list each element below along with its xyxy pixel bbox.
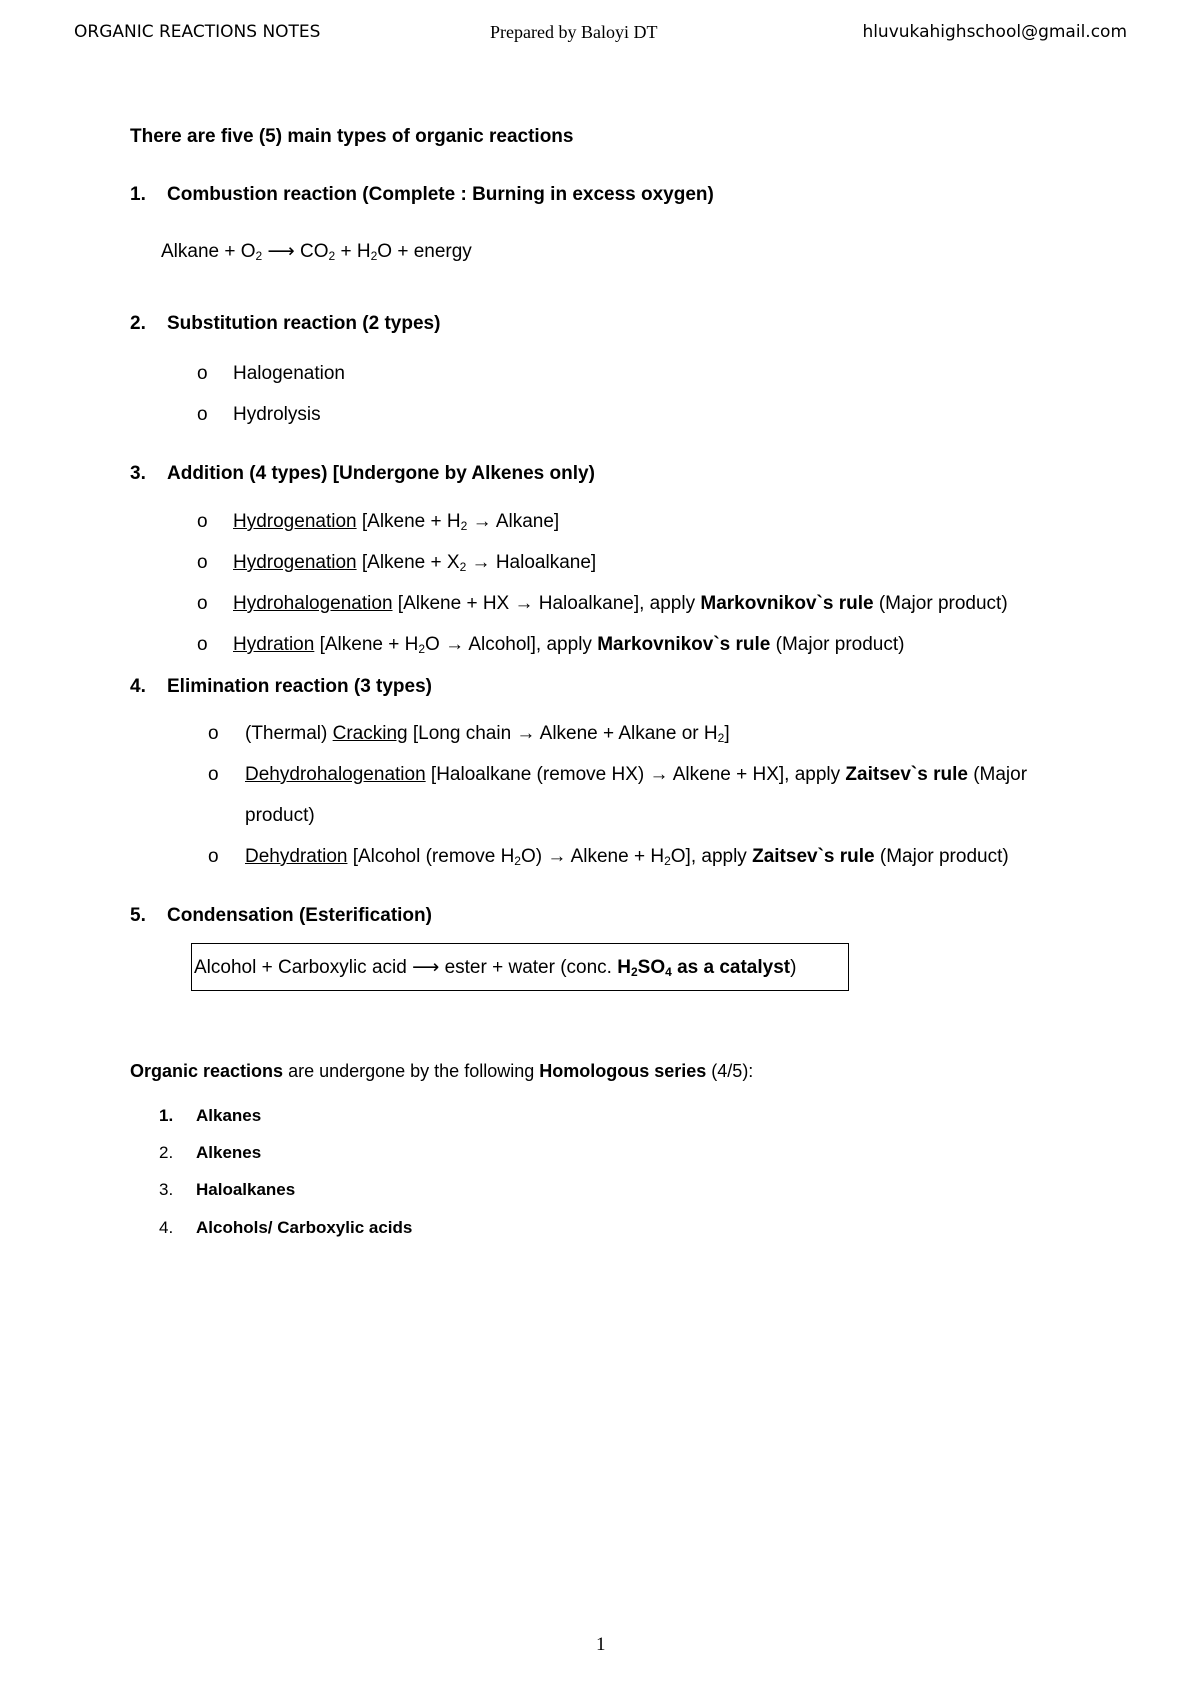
homologous-item: Alcohols/ Carboxylic acids bbox=[196, 1218, 413, 1237]
section-1-number: 1. bbox=[130, 184, 146, 205]
homologous-number: 2. bbox=[159, 1143, 174, 1162]
bullet-circle-icon: o bbox=[208, 723, 219, 744]
bullet-circle-icon: o bbox=[197, 404, 208, 425]
list-item: Hydrolysis bbox=[233, 404, 321, 425]
section-3-number: 3. bbox=[130, 463, 146, 484]
list-item: (Thermal) Cracking [Long chain → Alkene + Alkane or $H_2$] bbox=[245, 723, 730, 745]
homologous-item: Haloalkanes bbox=[196, 1180, 296, 1199]
bullet-circle-icon: o bbox=[208, 846, 219, 867]
homologous-intro: Organic reactions are undergone by the following Homologous series (4/5): bbox=[130, 1061, 754, 1081]
bullet-circle-icon: o bbox=[208, 764, 219, 785]
header-author: Prepared by Baloyi DT bbox=[490, 22, 658, 42]
homologous-number: 3. bbox=[159, 1180, 174, 1199]
list-item: Dehydration [Alcohol (remove $H_2O$) → Alkene + $H_2O$], apply Zaitsev`s rule (Major product) bbox=[245, 846, 1009, 868]
bullet-circle-icon: o bbox=[197, 593, 208, 614]
homologous-item: Alkenes bbox=[196, 1143, 262, 1162]
intro-heading: There are five (5) main types of organic reactions bbox=[130, 126, 574, 147]
bullet-circle-icon: o bbox=[197, 552, 208, 573]
list-item: Hydration [Alkene + $H_2O$ → Alcohol], apply Markovnikov`s rule (Major product) bbox=[233, 634, 905, 656]
combustion-equation: Alkane + $O_2$ ⟶ $CO_2 + H_2O$ + energy bbox=[161, 241, 472, 263]
list-item: Dehydrohalogenation [Haloalkane (remove HX) → Alkene + HX], apply Zaitsev`s rule (Major bbox=[245, 764, 1028, 785]
homologous-number: 1. bbox=[159, 1106, 174, 1125]
homologous-number: 4. bbox=[159, 1218, 174, 1237]
header-left: ORGANIC REACTIONS NOTES bbox=[74, 22, 321, 42]
bullet-circle-icon: o bbox=[197, 634, 208, 655]
list-item: Halogenation bbox=[233, 363, 345, 384]
section-4-title: Elimination reaction (3 types) bbox=[167, 676, 432, 697]
section-5-number: 5. bbox=[130, 905, 146, 926]
list-item-continuation: product) bbox=[245, 805, 315, 826]
section-2-title: Substitution reaction (2 types) bbox=[167, 313, 441, 334]
section-3-title: Addition (4 types) [Undergone by Alkenes only) bbox=[167, 463, 595, 484]
homologous-item: Alkanes bbox=[196, 1106, 262, 1125]
section-5-title: Condensation (Esterification) bbox=[167, 905, 432, 926]
header-email: hluvukahighschool@gmail.com bbox=[862, 22, 1127, 42]
section-4-number: 4. bbox=[130, 676, 146, 697]
bullet-circle-icon: o bbox=[197, 511, 208, 532]
list-item: Hydrohalogenation [Alkene + HX → Haloalkane], apply Markovnikov`s rule (Major product) bbox=[233, 593, 1008, 614]
section-1-title: Combustion reaction (Complete : Burning in excess oxygen) bbox=[167, 184, 714, 205]
page-number: 1 bbox=[596, 1634, 606, 1655]
list-item: Hydrogenation [Alkene + $X_2$ → Haloalkane] bbox=[233, 552, 597, 574]
section-2-number: 2. bbox=[130, 313, 146, 334]
esterification-equation: Alcohol + Carboxylic acid ⟶ ester + water (conc. $H_2SO_4$ as a catalyst) bbox=[194, 957, 797, 979]
list-item: Hydrogenation [Alkene + $H_2$ → Alkane] bbox=[233, 511, 560, 533]
bullet-circle-icon: o bbox=[197, 363, 208, 384]
